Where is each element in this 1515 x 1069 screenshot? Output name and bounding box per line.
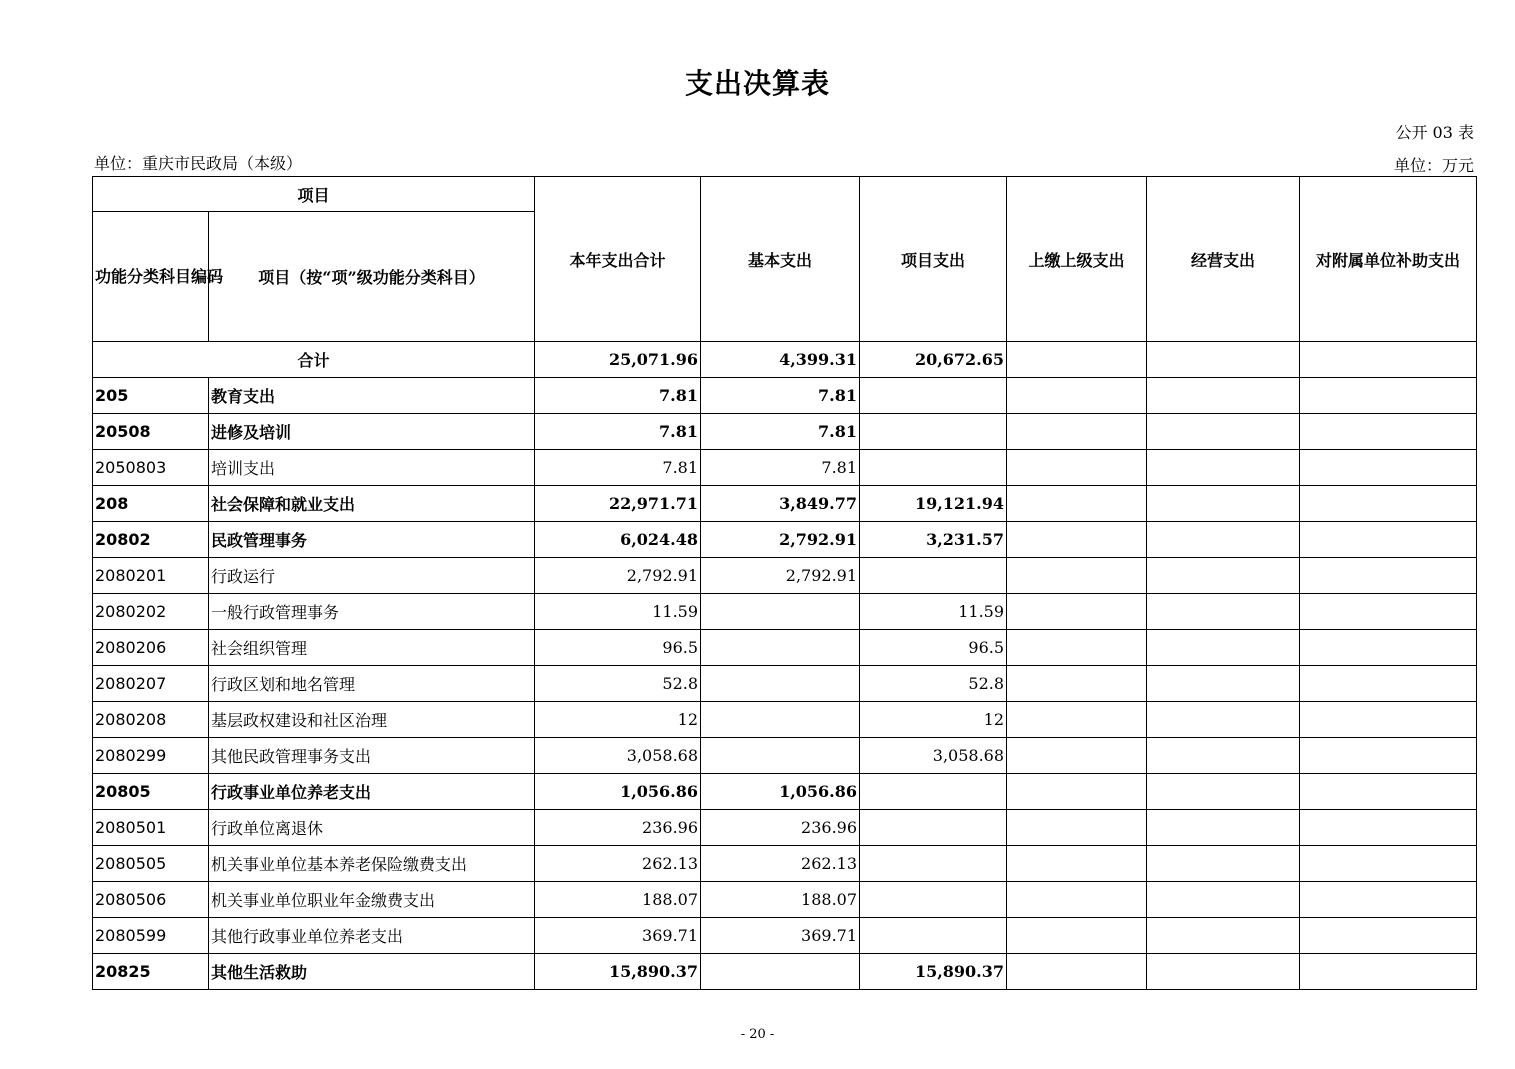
cell-business	[1147, 522, 1300, 558]
cell-upper	[1007, 594, 1147, 630]
cell-upper	[1007, 378, 1147, 414]
cell-code: 2080206	[93, 630, 209, 666]
form-number: 公开 03 表	[1395, 123, 1474, 142]
cell-total: 22,971.71	[535, 486, 701, 522]
cell-upper	[1007, 810, 1147, 846]
cell-upper	[1007, 630, 1147, 666]
cell-subsidy	[1300, 918, 1477, 954]
table-row	[93, 810, 1477, 846]
cell-name: 培训支出	[209, 450, 535, 486]
cell-business	[1147, 882, 1300, 918]
table-row	[93, 558, 1477, 594]
header-business: 经营支出	[1147, 177, 1300, 342]
cell-total: 236.96	[535, 810, 701, 846]
cell-code: 2080599	[93, 918, 209, 954]
cell-item: 3,058.68	[860, 738, 1007, 774]
total-row-subsidy	[1300, 342, 1477, 378]
table-row	[93, 918, 1477, 954]
cell-item: 52.8	[860, 666, 1007, 702]
cell-item	[860, 558, 1007, 594]
table-row	[93, 702, 1477, 738]
cell-upper	[1007, 702, 1147, 738]
cell-basic: 7.81	[701, 450, 860, 486]
cell-subsidy	[1300, 630, 1477, 666]
cell-subsidy	[1300, 810, 1477, 846]
cell-basic: 188.07	[701, 882, 860, 918]
cell-total: 369.71	[535, 918, 701, 954]
cell-upper	[1007, 486, 1147, 522]
cell-name: 其他生活救助	[209, 954, 535, 990]
cell-subsidy	[1300, 486, 1477, 522]
cell-name: 民政管理事务	[209, 522, 535, 558]
cell-business	[1147, 810, 1300, 846]
cell-code: 20508	[93, 414, 209, 450]
cell-subsidy	[1300, 738, 1477, 774]
cell-subsidy	[1300, 378, 1477, 414]
table-row	[93, 666, 1477, 702]
page-title: 支出决算表	[684, 67, 830, 100]
unit-organization: 单位：重庆市民政局（本级）	[94, 154, 303, 173]
header-code: 功能分类科目编码	[93, 212, 209, 342]
cell-name: 机关事业单位基本养老保险缴费支出	[209, 846, 535, 882]
cell-name: 行政区划和地名管理	[209, 666, 535, 702]
cell-business	[1147, 954, 1300, 990]
cell-upper	[1007, 450, 1147, 486]
cell-upper	[1007, 918, 1147, 954]
cell-item	[860, 918, 1007, 954]
cell-basic	[701, 666, 860, 702]
cell-basic: 1,056.86	[701, 774, 860, 810]
table-row	[93, 954, 1477, 990]
cell-total: 262.13	[535, 846, 701, 882]
cell-code: 2080505	[93, 846, 209, 882]
total-row-basic: 4,399.31	[701, 342, 860, 378]
cell-subsidy	[1300, 666, 1477, 702]
header-item: 项目支出	[860, 177, 1007, 342]
cell-total: 2,792.91	[535, 558, 701, 594]
cell-upper	[1007, 738, 1147, 774]
cell-upper	[1007, 846, 1147, 882]
cell-name: 社会保障和就业支出	[209, 486, 535, 522]
cell-upper	[1007, 414, 1147, 450]
cell-item	[860, 774, 1007, 810]
cell-item	[860, 414, 1007, 450]
cell-total: 15,890.37	[535, 954, 701, 990]
cell-code: 20805	[93, 774, 209, 810]
table-row	[93, 522, 1477, 558]
cell-total: 188.07	[535, 882, 701, 918]
table-row	[93, 630, 1477, 666]
cell-code: 2080202	[93, 594, 209, 630]
cell-name: 行政单位离退休	[209, 810, 535, 846]
cell-total: 52.8	[535, 666, 701, 702]
table-row	[93, 486, 1477, 522]
cell-name: 其他行政事业单位养老支出	[209, 918, 535, 954]
cell-basic: 236.96	[701, 810, 860, 846]
cell-code: 20825	[93, 954, 209, 990]
cell-basic	[701, 702, 860, 738]
cell-business	[1147, 558, 1300, 594]
total-row	[93, 342, 1477, 378]
table-row	[93, 882, 1477, 918]
cell-code: 205	[93, 378, 209, 414]
cell-code: 2080208	[93, 702, 209, 738]
cell-name: 教育支出	[209, 378, 535, 414]
cell-business	[1147, 414, 1300, 450]
cell-upper	[1007, 558, 1147, 594]
cell-total: 96.5	[535, 630, 701, 666]
cell-subsidy	[1300, 882, 1477, 918]
cell-subsidy	[1300, 522, 1477, 558]
cell-business	[1147, 774, 1300, 810]
cell-basic: 2,792.91	[701, 522, 860, 558]
header-project: 项目	[93, 177, 535, 212]
cell-business	[1147, 666, 1300, 702]
cell-subsidy	[1300, 414, 1477, 450]
cell-subsidy	[1300, 774, 1477, 810]
table-row	[93, 846, 1477, 882]
cell-item	[860, 378, 1007, 414]
header-subsidy: 对附属单位补助支出	[1300, 177, 1477, 342]
cell-total: 7.81	[535, 450, 701, 486]
table-row	[93, 450, 1477, 486]
cell-total: 6,024.48	[535, 522, 701, 558]
header-total: 本年支出合计	[535, 177, 701, 342]
cell-item	[860, 810, 1007, 846]
cell-total: 7.81	[535, 414, 701, 450]
header-name: 项目（按“项”级功能分类科目）	[209, 212, 535, 342]
cell-upper	[1007, 522, 1147, 558]
cell-upper	[1007, 774, 1147, 810]
table-row	[93, 378, 1477, 414]
cell-item: 96.5	[860, 630, 1007, 666]
cell-code: 2080201	[93, 558, 209, 594]
cell-business	[1147, 918, 1300, 954]
cell-upper	[1007, 666, 1147, 702]
cell-code: 2080299	[93, 738, 209, 774]
cell-name: 行政事业单位养老支出	[209, 774, 535, 810]
cell-basic: 7.81	[701, 414, 860, 450]
header-upper: 上缴上级支出	[1007, 177, 1147, 342]
cell-basic	[701, 954, 860, 990]
cell-total: 11.59	[535, 594, 701, 630]
cell-basic	[701, 594, 860, 630]
cell-total: 7.81	[535, 378, 701, 414]
cell-business	[1147, 846, 1300, 882]
expenditure-table	[92, 176, 1477, 990]
cell-code: 2080506	[93, 882, 209, 918]
cell-code: 208	[93, 486, 209, 522]
cell-business	[1147, 738, 1300, 774]
total-label: 合计	[93, 342, 535, 378]
total-row-upper	[1007, 342, 1147, 378]
cell-basic: 3,849.77	[701, 486, 860, 522]
cell-basic	[701, 630, 860, 666]
cell-code: 2080207	[93, 666, 209, 702]
cell-business	[1147, 486, 1300, 522]
cell-item: 15,890.37	[860, 954, 1007, 990]
total-row-total: 25,071.96	[535, 342, 701, 378]
cell-business	[1147, 450, 1300, 486]
cell-basic: 2,792.91	[701, 558, 860, 594]
cell-business	[1147, 702, 1300, 738]
page-number: - 20 -	[740, 1027, 775, 1042]
cell-basic	[701, 738, 860, 774]
table-row	[93, 594, 1477, 630]
unit-currency: 单位：万元	[1393, 156, 1474, 175]
header-basic: 基本支出	[701, 177, 860, 342]
cell-item: 19,121.94	[860, 486, 1007, 522]
cell-business	[1147, 378, 1300, 414]
cell-basic: 369.71	[701, 918, 860, 954]
table-row	[93, 738, 1477, 774]
cell-code: 20802	[93, 522, 209, 558]
cell-code: 2080501	[93, 810, 209, 846]
table-body	[93, 342, 1477, 990]
cell-subsidy	[1300, 594, 1477, 630]
cell-item: 3,231.57	[860, 522, 1007, 558]
cell-name: 机关事业单位职业年金缴费支出	[209, 882, 535, 918]
cell-total: 12	[535, 702, 701, 738]
cell-name: 社会组织管理	[209, 630, 535, 666]
table-row	[93, 414, 1477, 450]
cell-business	[1147, 630, 1300, 666]
cell-upper	[1007, 882, 1147, 918]
cell-name: 行政运行	[209, 558, 535, 594]
cell-name: 进修及培训	[209, 414, 535, 450]
cell-subsidy	[1300, 450, 1477, 486]
total-row-business	[1147, 342, 1300, 378]
cell-business	[1147, 594, 1300, 630]
cell-subsidy	[1300, 702, 1477, 738]
cell-name: 其他民政管理事务支出	[209, 738, 535, 774]
cell-item: 11.59	[860, 594, 1007, 630]
cell-name: 基层政权建设和社区治理	[209, 702, 535, 738]
cell-basic: 7.81	[701, 378, 860, 414]
cell-code: 2050803	[93, 450, 209, 486]
cell-item	[860, 450, 1007, 486]
cell-total: 1,056.86	[535, 774, 701, 810]
cell-subsidy	[1300, 846, 1477, 882]
cell-name: 一般行政管理事务	[209, 594, 535, 630]
total-row-item: 20,672.65	[860, 342, 1007, 378]
cell-basic: 262.13	[701, 846, 860, 882]
cell-item	[860, 846, 1007, 882]
cell-item: 12	[860, 702, 1007, 738]
cell-subsidy	[1300, 558, 1477, 594]
cell-upper	[1007, 954, 1147, 990]
cell-subsidy	[1300, 954, 1477, 990]
table-row	[93, 774, 1477, 810]
cell-total: 3,058.68	[535, 738, 701, 774]
cell-item	[860, 882, 1007, 918]
